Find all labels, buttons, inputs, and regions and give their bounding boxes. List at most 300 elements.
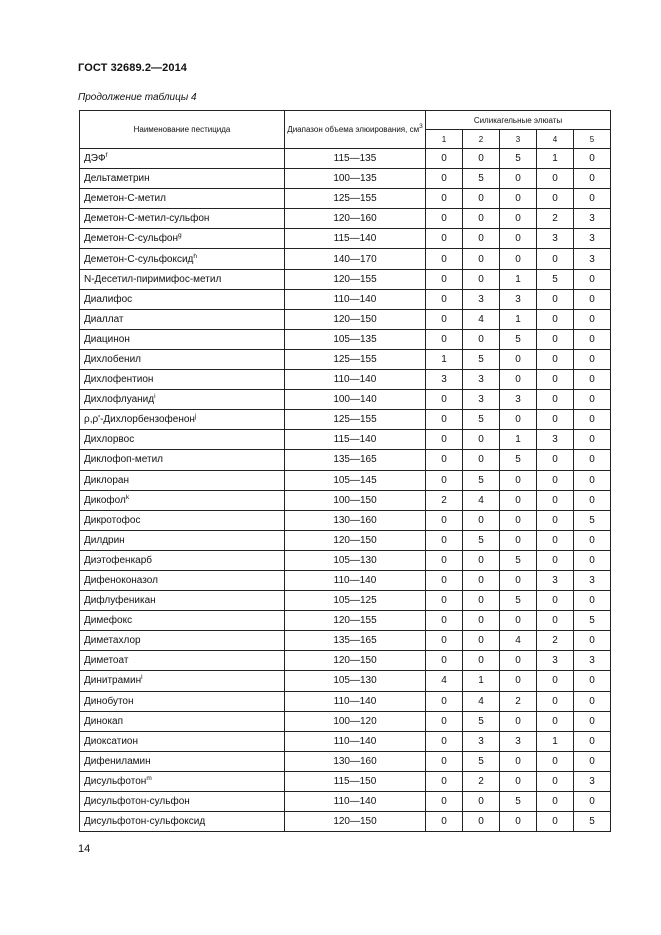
eluate-value-cell: 0 <box>537 390 574 410</box>
pesticide-name-cell <box>80 169 285 189</box>
eluate-value-cell: 3 <box>426 370 463 390</box>
document-standard-header: ГОСТ 32689.2—2014 <box>78 62 188 74</box>
eluate-value-cell: 0 <box>426 189 463 209</box>
eluate-value-cell: 0 <box>426 169 463 189</box>
eluate-value-cell: 0 <box>463 510 500 530</box>
eluate-value-cell: 0 <box>574 691 611 711</box>
eluate-value-cell: 0 <box>537 370 574 390</box>
pesticide-name: Диметоат <box>84 655 129 667</box>
eluate-value-cell: 0 <box>426 570 463 590</box>
elution-range-cell: 120—155 <box>285 269 426 289</box>
pesticide-name: Диаллат <box>84 313 124 325</box>
pesticide-name-cell <box>80 229 285 249</box>
eluate-value-cell: 0 <box>463 269 500 289</box>
elution-range-cell: 100—120 <box>285 711 426 731</box>
pesticide-name: Деметон-С-сульфоксид <box>84 253 194 265</box>
table-row <box>80 470 611 490</box>
elution-range-cell: 135—165 <box>285 631 426 651</box>
column-header-eluates: Силикагельные элюаты <box>426 111 611 130</box>
eluate-value-cell: 0 <box>537 450 574 470</box>
eluate-value-cell: 0 <box>463 450 500 470</box>
table-row <box>80 309 611 329</box>
eluate-value-cell: 0 <box>537 550 574 570</box>
elution-range-cell: 100—140 <box>285 390 426 410</box>
table-row <box>80 249 611 269</box>
eluate-value-cell: 0 <box>500 229 537 249</box>
eluate-value-cell: 0 <box>574 370 611 390</box>
eluate-value-cell: 3 <box>463 289 500 309</box>
elution-range-cell: 125—155 <box>285 189 426 209</box>
eluate-value-cell: 0 <box>426 309 463 329</box>
pesticide-name: Дикротофос <box>84 514 141 526</box>
eluate-value-cell: 0 <box>574 309 611 329</box>
elution-range-cell: 115—140 <box>285 430 426 450</box>
eluate-value-cell: 1 <box>500 309 537 329</box>
eluate-value-cell: 4 <box>426 671 463 691</box>
pesticide-name: Диклофоп-метил <box>84 454 163 466</box>
eluate-value-cell: 0 <box>463 249 500 269</box>
eluate-value-cell: 3 <box>500 289 537 309</box>
pesticide-name: N-Десетил-пиримифос-метил <box>84 273 222 285</box>
eluate-value-cell: 0 <box>537 329 574 349</box>
eluate-value-cell: 0 <box>574 349 611 369</box>
eluate-value-cell: 5 <box>574 812 611 832</box>
eluate-value-cell: 0 <box>426 771 463 791</box>
table-row <box>80 410 611 430</box>
eluate-value-cell: 4 <box>463 490 500 510</box>
footnote-marker: l <box>141 674 143 682</box>
eluate-value-cell: 2 <box>537 631 574 651</box>
elution-range-cell: 100—150 <box>285 490 426 510</box>
eluate-value-cell: 3 <box>537 651 574 671</box>
eluate-value-cell: 0 <box>463 591 500 611</box>
eluate-value-cell: 1 <box>500 430 537 450</box>
table-row <box>80 329 611 349</box>
pesticide-name: Дифлуфеникан <box>84 595 156 607</box>
eluate-value-cell: 0 <box>426 249 463 269</box>
pesticide-name-cell <box>80 611 285 631</box>
pesticide-name: Димефокс <box>84 615 133 627</box>
eluate-value-cell: 0 <box>426 792 463 812</box>
table-row <box>80 390 611 410</box>
footnote-marker: g <box>178 232 182 240</box>
eluate-value-cell: 3 <box>537 570 574 590</box>
eluate-value-cell: 1 <box>463 671 500 691</box>
table-row <box>80 510 611 530</box>
table-row <box>80 631 611 651</box>
eluate-value-cell: 0 <box>537 711 574 731</box>
elution-range-cell: 125—155 <box>285 349 426 369</box>
eluate-value-cell: 0 <box>574 530 611 550</box>
pesticide-name: Дисульфотон <box>84 775 147 787</box>
table-row <box>80 731 611 751</box>
table-row <box>80 570 611 590</box>
eluate-value-cell: 0 <box>537 792 574 812</box>
eluate-number-header: 1 <box>426 130 463 149</box>
elution-range-cell: 140—170 <box>285 249 426 269</box>
eluate-value-cell: 0 <box>537 591 574 611</box>
table-row <box>80 149 611 169</box>
elution-range-cell: 110—140 <box>285 792 426 812</box>
pesticide-name: Диэтофенкарб <box>84 554 153 566</box>
elution-range-cell: 105—125 <box>285 591 426 611</box>
eluate-value-cell: 1 <box>537 149 574 169</box>
eluate-value-cell: 0 <box>426 450 463 470</box>
eluate-value-cell: 5 <box>574 510 611 530</box>
eluate-value-cell: 5 <box>463 349 500 369</box>
elution-range-cell: 135—165 <box>285 450 426 470</box>
eluate-value-cell: 3 <box>463 370 500 390</box>
pesticide-name: Дельтаметрин <box>84 173 150 185</box>
eluate-value-cell: 5 <box>500 792 537 812</box>
elution-range-cell: 115—135 <box>285 149 426 169</box>
eluate-value-cell: 5 <box>500 329 537 349</box>
pesticide-name: ДЭФ <box>84 153 106 165</box>
eluate-number-header: 5 <box>574 130 611 149</box>
pesticide-name: Диалифос <box>84 293 133 305</box>
elution-range-cell: 120—150 <box>285 530 426 550</box>
elution-range-cell: 105—130 <box>285 671 426 691</box>
pesticide-name-cell <box>80 812 285 832</box>
eluate-value-cell: 0 <box>500 249 537 269</box>
eluate-value-cell: 0 <box>463 651 500 671</box>
pesticide-name: Дисульфотон-сульфоксид <box>84 816 206 828</box>
eluate-value-cell: 0 <box>574 189 611 209</box>
table-row <box>80 771 611 791</box>
eluate-value-cell: 0 <box>574 149 611 169</box>
pesticide-name-cell <box>80 691 285 711</box>
eluate-value-cell: 0 <box>426 591 463 611</box>
eluate-value-cell: 0 <box>537 309 574 329</box>
eluate-value-cell: 0 <box>463 209 500 229</box>
eluate-value-cell: 0 <box>426 611 463 631</box>
eluate-value-cell: 5 <box>537 269 574 289</box>
eluate-value-cell: 5 <box>463 751 500 771</box>
pesticide-name-cell <box>80 390 285 410</box>
eluate-value-cell: 0 <box>500 751 537 771</box>
eluate-value-cell: 0 <box>574 591 611 611</box>
eluate-value-cell: 0 <box>426 390 463 410</box>
eluate-value-cell: 0 <box>500 370 537 390</box>
eluate-value-cell: 0 <box>537 510 574 530</box>
eluate-value-cell: 3 <box>463 390 500 410</box>
eluate-number-header: 3 <box>500 130 537 149</box>
eluate-value-cell: 3 <box>574 771 611 791</box>
pesticide-name: Диклоран <box>84 474 129 486</box>
pesticide-name-cell <box>80 631 285 651</box>
eluate-value-cell: 1 <box>537 731 574 751</box>
eluate-value-cell: 0 <box>537 691 574 711</box>
pesticide-name-cell <box>80 671 285 691</box>
eluate-value-cell: 0 <box>426 550 463 570</box>
footnote-marker: k <box>125 493 130 501</box>
table-row <box>80 189 611 209</box>
pesticide-table <box>79 110 611 832</box>
pesticide-name: Дифениламин <box>84 755 151 767</box>
eluate-value-cell: 0 <box>574 390 611 410</box>
eluate-value-cell: 0 <box>426 269 463 289</box>
table-row <box>80 209 611 229</box>
table-row <box>80 450 611 470</box>
table-row <box>80 490 611 510</box>
footnote-marker: j <box>194 413 197 421</box>
range-unit-superscript: 3 <box>419 123 423 130</box>
column-header-range: Диапазон объема элюирования, $см^3$ <box>285 111 426 149</box>
eluate-value-cell: 0 <box>463 229 500 249</box>
pesticide-name: Диоксатион <box>84 735 138 747</box>
table-row <box>80 530 611 550</box>
pesticide-name-cell <box>80 410 285 430</box>
pesticide-name: Дихлобенил <box>84 353 141 365</box>
pesticide-name-cell <box>80 751 285 771</box>
pesticide-name: Динитрамин <box>84 675 142 687</box>
eluate-value-cell: 5 <box>463 530 500 550</box>
eluate-value-cell: 0 <box>500 169 537 189</box>
eluate-value-cell: 5 <box>463 711 500 731</box>
eluate-value-cell: 3 <box>537 430 574 450</box>
eluate-value-cell: 2 <box>537 209 574 229</box>
pesticide-name: Динобутон <box>84 695 134 707</box>
page-number: 14 <box>78 843 91 855</box>
eluate-value-cell: 4 <box>463 309 500 329</box>
eluate-value-cell: 0 <box>463 189 500 209</box>
table-header <box>80 111 611 149</box>
eluate-value-cell: 3 <box>500 731 537 751</box>
table-row <box>80 671 611 691</box>
eluate-value-cell: 0 <box>500 570 537 590</box>
elution-range-cell: 110—140 <box>285 731 426 751</box>
pesticide-name: Дихлофентион <box>84 374 154 386</box>
table-row <box>80 812 611 832</box>
eluate-value-cell: 3 <box>574 229 611 249</box>
eluate-value-cell: 0 <box>426 691 463 711</box>
eluate-value-cell: 4 <box>500 631 537 651</box>
eluate-value-cell: 0 <box>537 671 574 691</box>
eluate-value-cell: 0 <box>500 611 537 631</box>
pesticide-name-cell <box>80 269 285 289</box>
eluate-value-cell: 0 <box>574 751 611 771</box>
table-row <box>80 611 611 631</box>
eluate-value-cell: 0 <box>463 792 500 812</box>
eluate-value-cell: 0 <box>574 470 611 490</box>
footnote-marker: h <box>193 252 198 260</box>
pesticide-name-cell <box>80 209 285 229</box>
eluate-value-cell: 0 <box>426 751 463 771</box>
eluate-value-cell: 0 <box>500 349 537 369</box>
eluate-value-cell: 0 <box>426 711 463 731</box>
elution-range-cell: 120—150 <box>285 812 426 832</box>
table-row <box>80 691 611 711</box>
eluate-value-cell: 0 <box>426 410 463 430</box>
pesticide-name-cell <box>80 189 285 209</box>
eluate-value-cell: 0 <box>574 269 611 289</box>
eluate-value-cell: 5 <box>463 169 500 189</box>
eluate-value-cell: 0 <box>500 711 537 731</box>
pesticide-name: Диацинон <box>84 333 130 345</box>
eluate-value-cell: 0 <box>500 470 537 490</box>
eluate-value-cell: 0 <box>426 470 463 490</box>
elution-range-cell: 110—140 <box>285 289 426 309</box>
eluate-value-cell: 1 <box>500 269 537 289</box>
eluate-value-cell: 0 <box>537 410 574 430</box>
elution-range-cell: 125—155 <box>285 410 426 430</box>
eluate-value-cell: 0 <box>574 450 611 470</box>
pesticide-name: Дифеноконазол <box>84 575 158 587</box>
eluate-value-cell: 0 <box>574 731 611 751</box>
pesticide-name-cell <box>80 570 285 590</box>
pesticide-name-cell <box>80 289 285 309</box>
eluate-value-cell: 0 <box>500 410 537 430</box>
pesticide-name: Дихлофлуанид <box>84 394 155 406</box>
table-row <box>80 711 611 731</box>
eluate-value-cell: 0 <box>463 611 500 631</box>
pesticide-name-cell <box>80 450 285 470</box>
eluate-value-cell: 0 <box>574 329 611 349</box>
eluate-value-cell: 0 <box>463 149 500 169</box>
eluate-value-cell: 0 <box>574 671 611 691</box>
eluate-value-cell: 0 <box>537 490 574 510</box>
footnote-marker: i <box>154 393 156 401</box>
eluate-value-cell: 0 <box>537 169 574 189</box>
eluate-value-cell: 0 <box>574 169 611 189</box>
pesticide-name-cell <box>80 249 285 269</box>
pesticide-name-cell <box>80 349 285 369</box>
eluate-value-cell: 0 <box>537 349 574 369</box>
eluate-value-cell: 0 <box>537 530 574 550</box>
pesticide-name: Дилдрин <box>84 534 125 546</box>
eluate-value-cell: 0 <box>426 510 463 530</box>
eluate-value-cell: 0 <box>574 631 611 651</box>
eluate-value-cell: 0 <box>426 631 463 651</box>
elution-range-cell: 110—140 <box>285 570 426 590</box>
elution-range-cell: 115—150 <box>285 771 426 791</box>
eluate-value-cell: 0 <box>463 550 500 570</box>
eluate-value-cell: 0 <box>500 530 537 550</box>
eluate-value-cell: 0 <box>500 812 537 832</box>
eluate-value-cell: 3 <box>574 570 611 590</box>
footnote-marker: f <box>105 152 108 160</box>
column-header-name: Наименование пестицида <box>80 111 285 149</box>
eluate-value-cell: 2 <box>463 771 500 791</box>
table-row <box>80 169 611 189</box>
table-row <box>80 651 611 671</box>
elution-range-cell: 130—160 <box>285 510 426 530</box>
eluate-value-cell: 0 <box>500 490 537 510</box>
eluate-value-cell: 0 <box>463 329 500 349</box>
pesticide-name-cell <box>80 309 285 329</box>
pesticide-name: Дикофол <box>84 494 126 506</box>
pesticide-name: Деметон-С-сульфон <box>84 233 179 245</box>
table-row <box>80 591 611 611</box>
table-row <box>80 751 611 771</box>
eluate-value-cell: 0 <box>500 671 537 691</box>
pesticide-name-cell <box>80 370 285 390</box>
eluate-value-cell: 0 <box>574 490 611 510</box>
pesticide-name: Деметон-С-метил <box>84 193 166 205</box>
eluate-value-cell: 5 <box>574 611 611 631</box>
pesticide-name-cell <box>80 530 285 550</box>
eluate-value-cell: 0 <box>463 570 500 590</box>
table-row <box>80 792 611 812</box>
eluate-value-cell: 2 <box>500 691 537 711</box>
table-row <box>80 229 611 249</box>
eluate-value-cell: 0 <box>463 812 500 832</box>
elution-range-cell: 110—140 <box>285 691 426 711</box>
eluate-value-cell: 0 <box>537 189 574 209</box>
table-row <box>80 430 611 450</box>
elution-range-cell: 110—140 <box>285 370 426 390</box>
eluate-number-header: 2 <box>463 130 500 149</box>
pesticide-name: Дисульфотон-сульфон <box>84 796 190 808</box>
eluate-value-cell: 0 <box>463 631 500 651</box>
pesticide-name: Дихлорвос <box>84 434 135 446</box>
pesticide-name-cell <box>80 651 285 671</box>
eluate-value-cell: 0 <box>426 651 463 671</box>
pesticide-name-cell <box>80 149 285 169</box>
pesticide-name: ρ,ρ'-Дихлорбензофенон <box>84 414 195 426</box>
elution-range-cell: 105—130 <box>285 550 426 570</box>
eluate-value-cell: 0 <box>574 792 611 812</box>
elution-range-cell: 100—135 <box>285 169 426 189</box>
elution-range-cell: 130—160 <box>285 751 426 771</box>
elution-range-cell: 120—155 <box>285 611 426 631</box>
eluate-value-cell: 0 <box>537 249 574 269</box>
eluate-value-cell: 0 <box>500 771 537 791</box>
elution-range-cell: 120—160 <box>285 209 426 229</box>
elution-range-cell: 115—140 <box>285 229 426 249</box>
elution-range-cell: 120—150 <box>285 651 426 671</box>
eluate-value-cell: 0 <box>426 149 463 169</box>
table-row <box>80 370 611 390</box>
eluate-value-cell: 1 <box>426 349 463 369</box>
eluate-value-cell: 5 <box>463 410 500 430</box>
eluate-value-cell: 0 <box>537 470 574 490</box>
pesticide-name-cell <box>80 430 285 450</box>
table-row <box>80 550 611 570</box>
footnote-marker: m <box>146 774 152 782</box>
eluate-value-cell: 5 <box>500 550 537 570</box>
eluate-value-cell: 0 <box>574 711 611 731</box>
eluate-value-cell: 0 <box>574 430 611 450</box>
pesticide-name: Деметон-С-метил-сульфон <box>84 213 210 225</box>
table-row <box>80 349 611 369</box>
pesticide-name-cell <box>80 550 285 570</box>
eluate-value-cell: 0 <box>537 611 574 631</box>
pesticide-name-cell <box>80 329 285 349</box>
eluate-value-cell: 4 <box>463 691 500 711</box>
eluate-value-cell: 2 <box>426 490 463 510</box>
eluate-number-header: 4 <box>537 130 574 149</box>
eluate-value-cell: 0 <box>426 430 463 450</box>
eluate-value-cell: 5 <box>500 450 537 470</box>
eluate-value-cell: 3 <box>574 651 611 671</box>
eluate-value-cell: 0 <box>426 229 463 249</box>
eluate-value-cell: 0 <box>500 510 537 530</box>
eluate-value-cell: 0 <box>426 289 463 309</box>
eluate-value-cell: 0 <box>500 651 537 671</box>
pesticide-name-cell <box>80 470 285 490</box>
pesticide-name-cell <box>80 591 285 611</box>
table-caption: Продолжение таблицы 4 <box>78 92 197 103</box>
eluate-value-cell: 3 <box>463 731 500 751</box>
eluate-value-cell: 0 <box>537 289 574 309</box>
pesticide-name-cell <box>80 792 285 812</box>
pesticide-name-cell <box>80 731 285 751</box>
eluate-value-cell: 5 <box>463 470 500 490</box>
table-row <box>80 269 611 289</box>
eluate-value-cell: 0 <box>537 751 574 771</box>
eluate-value-cell: 0 <box>574 550 611 570</box>
